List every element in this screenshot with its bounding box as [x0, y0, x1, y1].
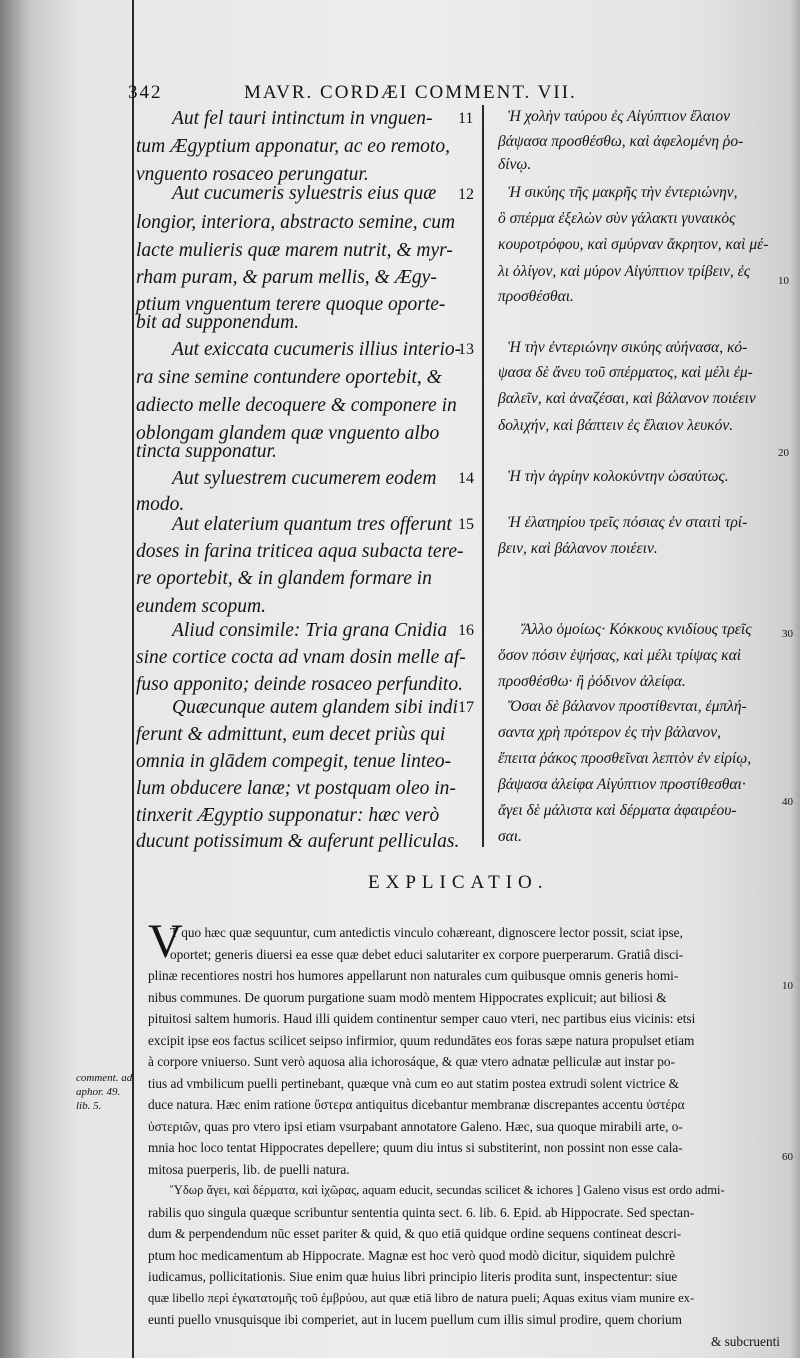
- latin-line: Quæcunque autem glandem sibi indi: [172, 697, 458, 718]
- latin-line: vnguento rosaceo perungatur.: [136, 164, 369, 185]
- latin-line: Aliud consimile: Tria grana Cnidia: [172, 620, 448, 641]
- greek-line: σαντα χρὴ πρότερον ἐς τὴν βάλανον,: [498, 724, 721, 741]
- latin-line: adiecto melle decoquere & componere in: [136, 395, 457, 416]
- explicatio-body: [148, 922, 788, 1352]
- explicatio-line: dum & perpendendum nūc esset pariter & quid, & quo etiā quidque ordine sequens contineat descri-: [148, 1226, 682, 1241]
- greek-line: βειν, καὶ βάλανον ποιέειν.: [498, 540, 658, 557]
- greek-line: δίνῳ.: [498, 156, 532, 173]
- latin-line: ducunt potissimum & auferunt pelliculas.: [136, 831, 460, 852]
- latin-line: lum obducere lanæ; vt postquam oleo in-: [136, 778, 456, 799]
- explicatio-line: plinæ recentiores nostri hos humores appellarunt non naturales cum quibusque omnis generis homi-: [148, 968, 679, 983]
- greek-line: ψασα δὲ ἄνευ τοῦ σπέρματος, καὶ μέλι ἐμ-: [498, 364, 753, 381]
- margin-line-marker: 30: [782, 628, 793, 640]
- explicatio-line: duce natura. Hæc enim ratione ὕστερα antiquitus dicebantur membranæ discrepantes accentu ὑστέρα: [148, 1097, 685, 1112]
- column-rule: [482, 105, 484, 847]
- section-number: 14: [458, 470, 474, 487]
- margin-note-line: aphor. 49.: [76, 1086, 121, 1098]
- explicatio-line: T quo hæc quæ sequuntur, cum antedictis vinculo cohæreant, dignoscere lector possit, sciat ipse,: [170, 925, 683, 940]
- margin-line-marker: 20: [778, 447, 789, 459]
- greek-line: ὅσον πόσιν ἑψήσας, καὶ μέλι τρίψας καὶ: [498, 647, 742, 664]
- latin-line: ra sine semine contundere oportebit, &: [136, 367, 442, 388]
- latin-line: tinxerit Ægyptio supponatur: hæc verò: [136, 805, 440, 826]
- latin-line: doses in farina triticea aqua subacta tere-: [136, 541, 464, 562]
- explicatio-line: quæ libello περὶ ἐγκατατομῆς τοῦ ἐμβρύου, aut quæ etiā libro de natura pueli; Aquas exitus viam munire ex-: [148, 1290, 695, 1305]
- explicatio-line: ptum hoc medicamentum ab Hippocrate. Magnæ est hoc verò quod modò dicitur, siquidem pulchrè: [148, 1247, 676, 1263]
- greek-line: Ἡ σικύης τῆς μακρῆς τὴν ἐντεριώνην,: [508, 184, 738, 201]
- latin-line: Aut cucumeris syluestris eius quæ: [172, 183, 437, 204]
- latin-line: modo.: [136, 494, 185, 515]
- greek-line: προσθέσθω· ἢ ῥόδινον ἀλείφα.: [498, 673, 686, 690]
- latin-line: longior, interiora, abstracto semine, cum: [136, 212, 456, 233]
- explicatio-line: tius ad vmbilicum puelli pertinebant, quæque vnà cum eo aut statim postea extrudi solent victrice &: [148, 1075, 680, 1091]
- explicatio-line: iudicamus, pollicitationis. Siue enim quæ huius libri principio literis prodita sunt, inspectentur: siue: [148, 1269, 678, 1284]
- greek-line: Ἡ τὴν ἀγρίην κολοκύντην ὡσαύτως.: [508, 468, 729, 485]
- margin-line-marker: 10: [782, 980, 793, 992]
- catchword: & subcruenti: [710, 1333, 780, 1349]
- latin-line: rham puram, & parum mellis, & Ægy-: [136, 267, 437, 288]
- running-header: [128, 80, 768, 110]
- explicatio-line: pituitosi saltem humoris. Haud illi quidem continentur semper cauo vteri, nec partibus eius vicinis: etsi: [148, 1011, 696, 1026]
- latin-line: oblongam glandem quæ vnguento albo: [136, 423, 440, 444]
- running-title: MAVR. CORDÆI COMMENT. VII.: [244, 82, 577, 103]
- latin-line: Aut syluestrem cucumerem eodem: [172, 468, 437, 489]
- explicatio-line: Ὕδωρ ἄγει, καὶ δέρματα, καὶ ἰχῶρας, aquam educit, secundas scilicet & ichores ] Galeno visus est ordo admi-: [170, 1183, 725, 1197]
- explicatio-line: mnia hoc loco tentat Hippocrates depellere; quum diu intus si substiterint, non possint non esse cala-: [148, 1140, 683, 1155]
- left-rule: [132, 0, 134, 1358]
- latin-line: Aut elaterium quantum tres offerunt: [172, 514, 452, 535]
- latin-line: Aut fel tauri intinctum in vnguen-: [172, 108, 433, 129]
- margin-line-marker: 10: [778, 275, 789, 287]
- section-number: 11: [458, 110, 474, 127]
- margin-note-line: lib. 5.: [76, 1100, 102, 1112]
- latin-line: ptium vnguentum terere quoque oporte-: [136, 294, 446, 315]
- greek-line: ὃ σπέρμα ἐξελὼν σὺν γάλακτι γυναικὸς: [498, 210, 736, 227]
- explicatio-line: eunti puello vnusquisque ibi comperiet, aut in lucem puellum cum illis simul prodire, quem chorium: [148, 1312, 682, 1327]
- explicatio-line: nibus communes. De quorum purgatione suam modò mentem Hippocrates explicuit; aut biliosi &: [148, 989, 667, 1005]
- greek-line: προσθέσθαι.: [498, 288, 574, 305]
- greek-line: Ὅσαι δὲ βάλανον προστίθενται, ἐμπλή-: [508, 698, 747, 715]
- explicatio-line: ὑστεριῶν, quas pro vtero ipsi etiam vsurpabant annotatore Galeno. Hæc, sua quoque mirabili arte, o-: [148, 1118, 683, 1134]
- explicatio-heading: EXPLICATIO.: [368, 872, 549, 893]
- section-number: 12: [458, 186, 474, 203]
- latin-line: lacte mulieris quæ marem nutrit, & myr-: [136, 240, 453, 261]
- margin-line-marker: 60: [782, 1151, 793, 1163]
- latin-line: Aut exiccata cucumeris illius interio-: [172, 339, 462, 360]
- section-number: 15: [458, 516, 474, 533]
- latin-line: re oportebit, & in glandem formare in: [136, 568, 432, 589]
- greek-line: βαλεῖν, καὶ ἀναζέσαι, καὶ βάλανον ποιέειν: [498, 390, 756, 407]
- margin-note-line: comment. ad: [76, 1072, 133, 1084]
- page-number: 342: [128, 82, 163, 103]
- section-number: 13: [458, 341, 474, 358]
- explicatio-line: mitosa puerperis, lib. de puelli natura.: [148, 1161, 350, 1177]
- latin-line: ferunt & admittunt, eum decet priùs qui: [136, 724, 446, 745]
- latin-line: bit ad supponendum.: [136, 312, 300, 333]
- greek-line: κουροτρόφου, καὶ σμύρναν ἄκρητον, καὶ μέ-: [498, 236, 769, 253]
- margin-note: [76, 1071, 132, 1113]
- greek-line: βάψασα ἀλείφα Αἰγύπτιον προστίθεσθαι·: [498, 776, 746, 793]
- greek-line: ἄγει δὲ μάλιστα καὶ δέρματα ἀφαιρέου-: [498, 802, 737, 819]
- explicatio-line: rabilis quo singula quæque scribuntur sententia quinta sect. 6. lib. 6. Epid. ab Hippocrate. Sed spectan-: [148, 1204, 695, 1220]
- drop-cap: V: [148, 915, 183, 968]
- latin-line: omnia in glādem compegit, tenue linteo-: [136, 751, 452, 772]
- greek-line: σαι.: [498, 828, 522, 845]
- explicatio-line: excipit ipse eos factus scilicet seipso infirmior, quum redundātes eos foras sæpe natura propulset etiam: [148, 1032, 695, 1048]
- section-number: 17: [458, 699, 474, 716]
- greek-line: Ἡ ἐλατηρίου τρεῖς πόσιας ἐν σταιτὶ τρί-: [508, 514, 748, 531]
- latin-line: tum Ægyptium apponatur, ac eo remoto,: [136, 136, 450, 157]
- section-number: 16: [458, 622, 474, 639]
- greek-line: ἔπειτα ῥάκος προσθεῖναι λεπτὸν ἐν εἰρίῳ,: [498, 750, 752, 767]
- greek-line: λι ὀλίγον, καὶ μύρον Αἰγύπτιον τρίβειν, ἐς: [498, 263, 751, 280]
- explicatio-line: oportet; generis diuersi ea esse quæ debet educi salutariter ex corpore puerperarum. Gratiâ disci-: [170, 946, 684, 962]
- greek-line: δολιχήν, καὶ βάπτειν ἐς ἔλαιον λευκόν.: [498, 417, 734, 434]
- margin-line-marker: 40: [782, 796, 793, 808]
- greek-line: βάψασα προσθέσθω, καὶ ἀφελομένη ῥο-: [498, 133, 744, 150]
- greek-line: Ἄλλο ὁμοίως· Κόκκους κνιδίους τρεῖς: [522, 621, 752, 638]
- greek-line: Ἡ χολὴν ταύρου ἐς Αἰγύπτιον ἔλαιον: [508, 108, 730, 125]
- latin-line: tincta supponatur.: [136, 441, 277, 462]
- latin-line: fuso apponito; deinde rosaceo perfundito.: [136, 674, 463, 695]
- greek-line: Ἡ τὴν ἐντεριώνην σικύης αὐήνασα, κό-: [508, 339, 748, 356]
- latin-line: sine cortice cocta ad vnam dosin melle af-: [136, 647, 466, 668]
- latin-line: eundem scopum.: [136, 596, 266, 617]
- explicatio-line: à corpore vniuerso. Sunt verò aquosa alia ichorosáque, & quæ vtero adnatæ pelliculæ aut instar po-: [148, 1054, 675, 1069]
